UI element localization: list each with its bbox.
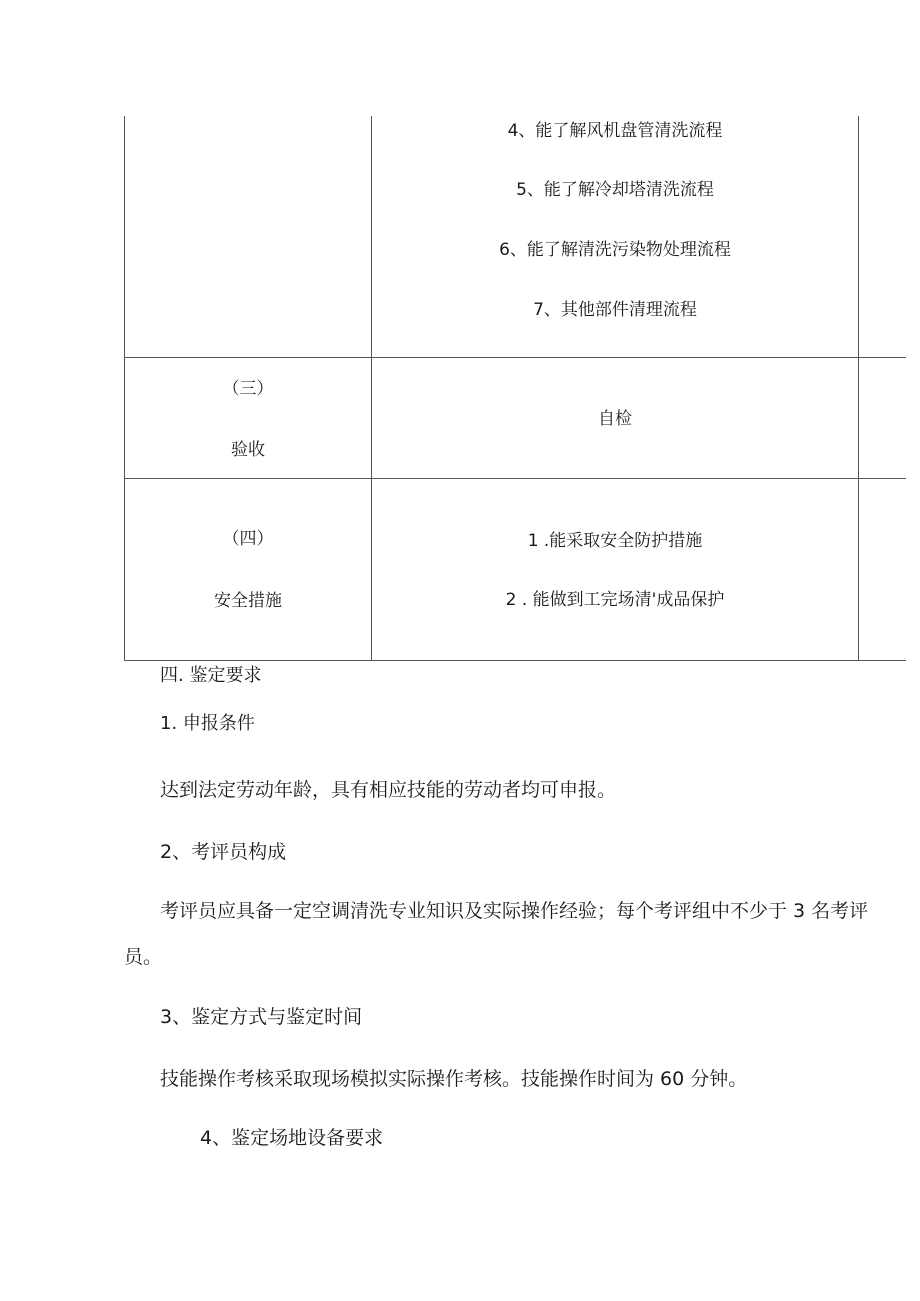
section-heading: 四. 鉴定要求 — [160, 665, 262, 686]
table-row1-content-line4: 7、其他部件清理流程 — [533, 300, 697, 320]
table-row2-section-number: （三） — [222, 379, 274, 399]
item3-text: 技能操作考核采取现场模拟实际操作考核。技能操作时间为 60 分钟。 — [160, 1068, 748, 1090]
table-divider-col1 — [371, 116, 372, 661]
table-row3-content-line2: 2 . 能做到工完场清'成品保护 — [505, 590, 725, 610]
table-row2-content: 自检 — [598, 409, 632, 429]
table-row2-section-title: 验收 — [231, 440, 265, 460]
item2-text-line1: 考评员应具备一定空调清洗专业知识及实际操作经验；每个考评组中不少于 3 名考评 — [160, 900, 869, 922]
table-row3-section-title: 安全措施 — [214, 591, 282, 611]
table-row3-section-number: （四） — [222, 529, 274, 549]
table-row1-content-line1: 4、能了解风机盘管清洗流程 — [507, 121, 723, 141]
table-border-bottom — [124, 660, 906, 661]
item2-title: 2、考评员构成 — [160, 841, 287, 863]
item4-title: 4、鉴定场地设备要求 — [200, 1127, 384, 1149]
item3-title: 3、鉴定方式与鉴定时间 — [160, 1006, 363, 1028]
assessment-table — [124, 116, 920, 661]
table-divider-col2 — [858, 116, 859, 661]
item1-title: 1. 申报条件 — [160, 713, 255, 734]
table-border-left — [124, 116, 125, 661]
table-row-divider-1 — [124, 357, 906, 358]
table-row3-content-line1: 1 .能采取安全防护措施 — [527, 531, 703, 551]
item2-text-line2: 员。 — [124, 946, 163, 968]
table-row1-content-line3: 6、能了解清洗污染物处理流程 — [499, 240, 731, 260]
item1-text: 达到法定劳动年龄，具有相应技能的劳动者均可申报。 — [160, 779, 617, 801]
table-row-divider-2 — [124, 478, 906, 479]
table-row1-content-line2: 5、能了解冷却塔清洗流程 — [516, 180, 714, 200]
